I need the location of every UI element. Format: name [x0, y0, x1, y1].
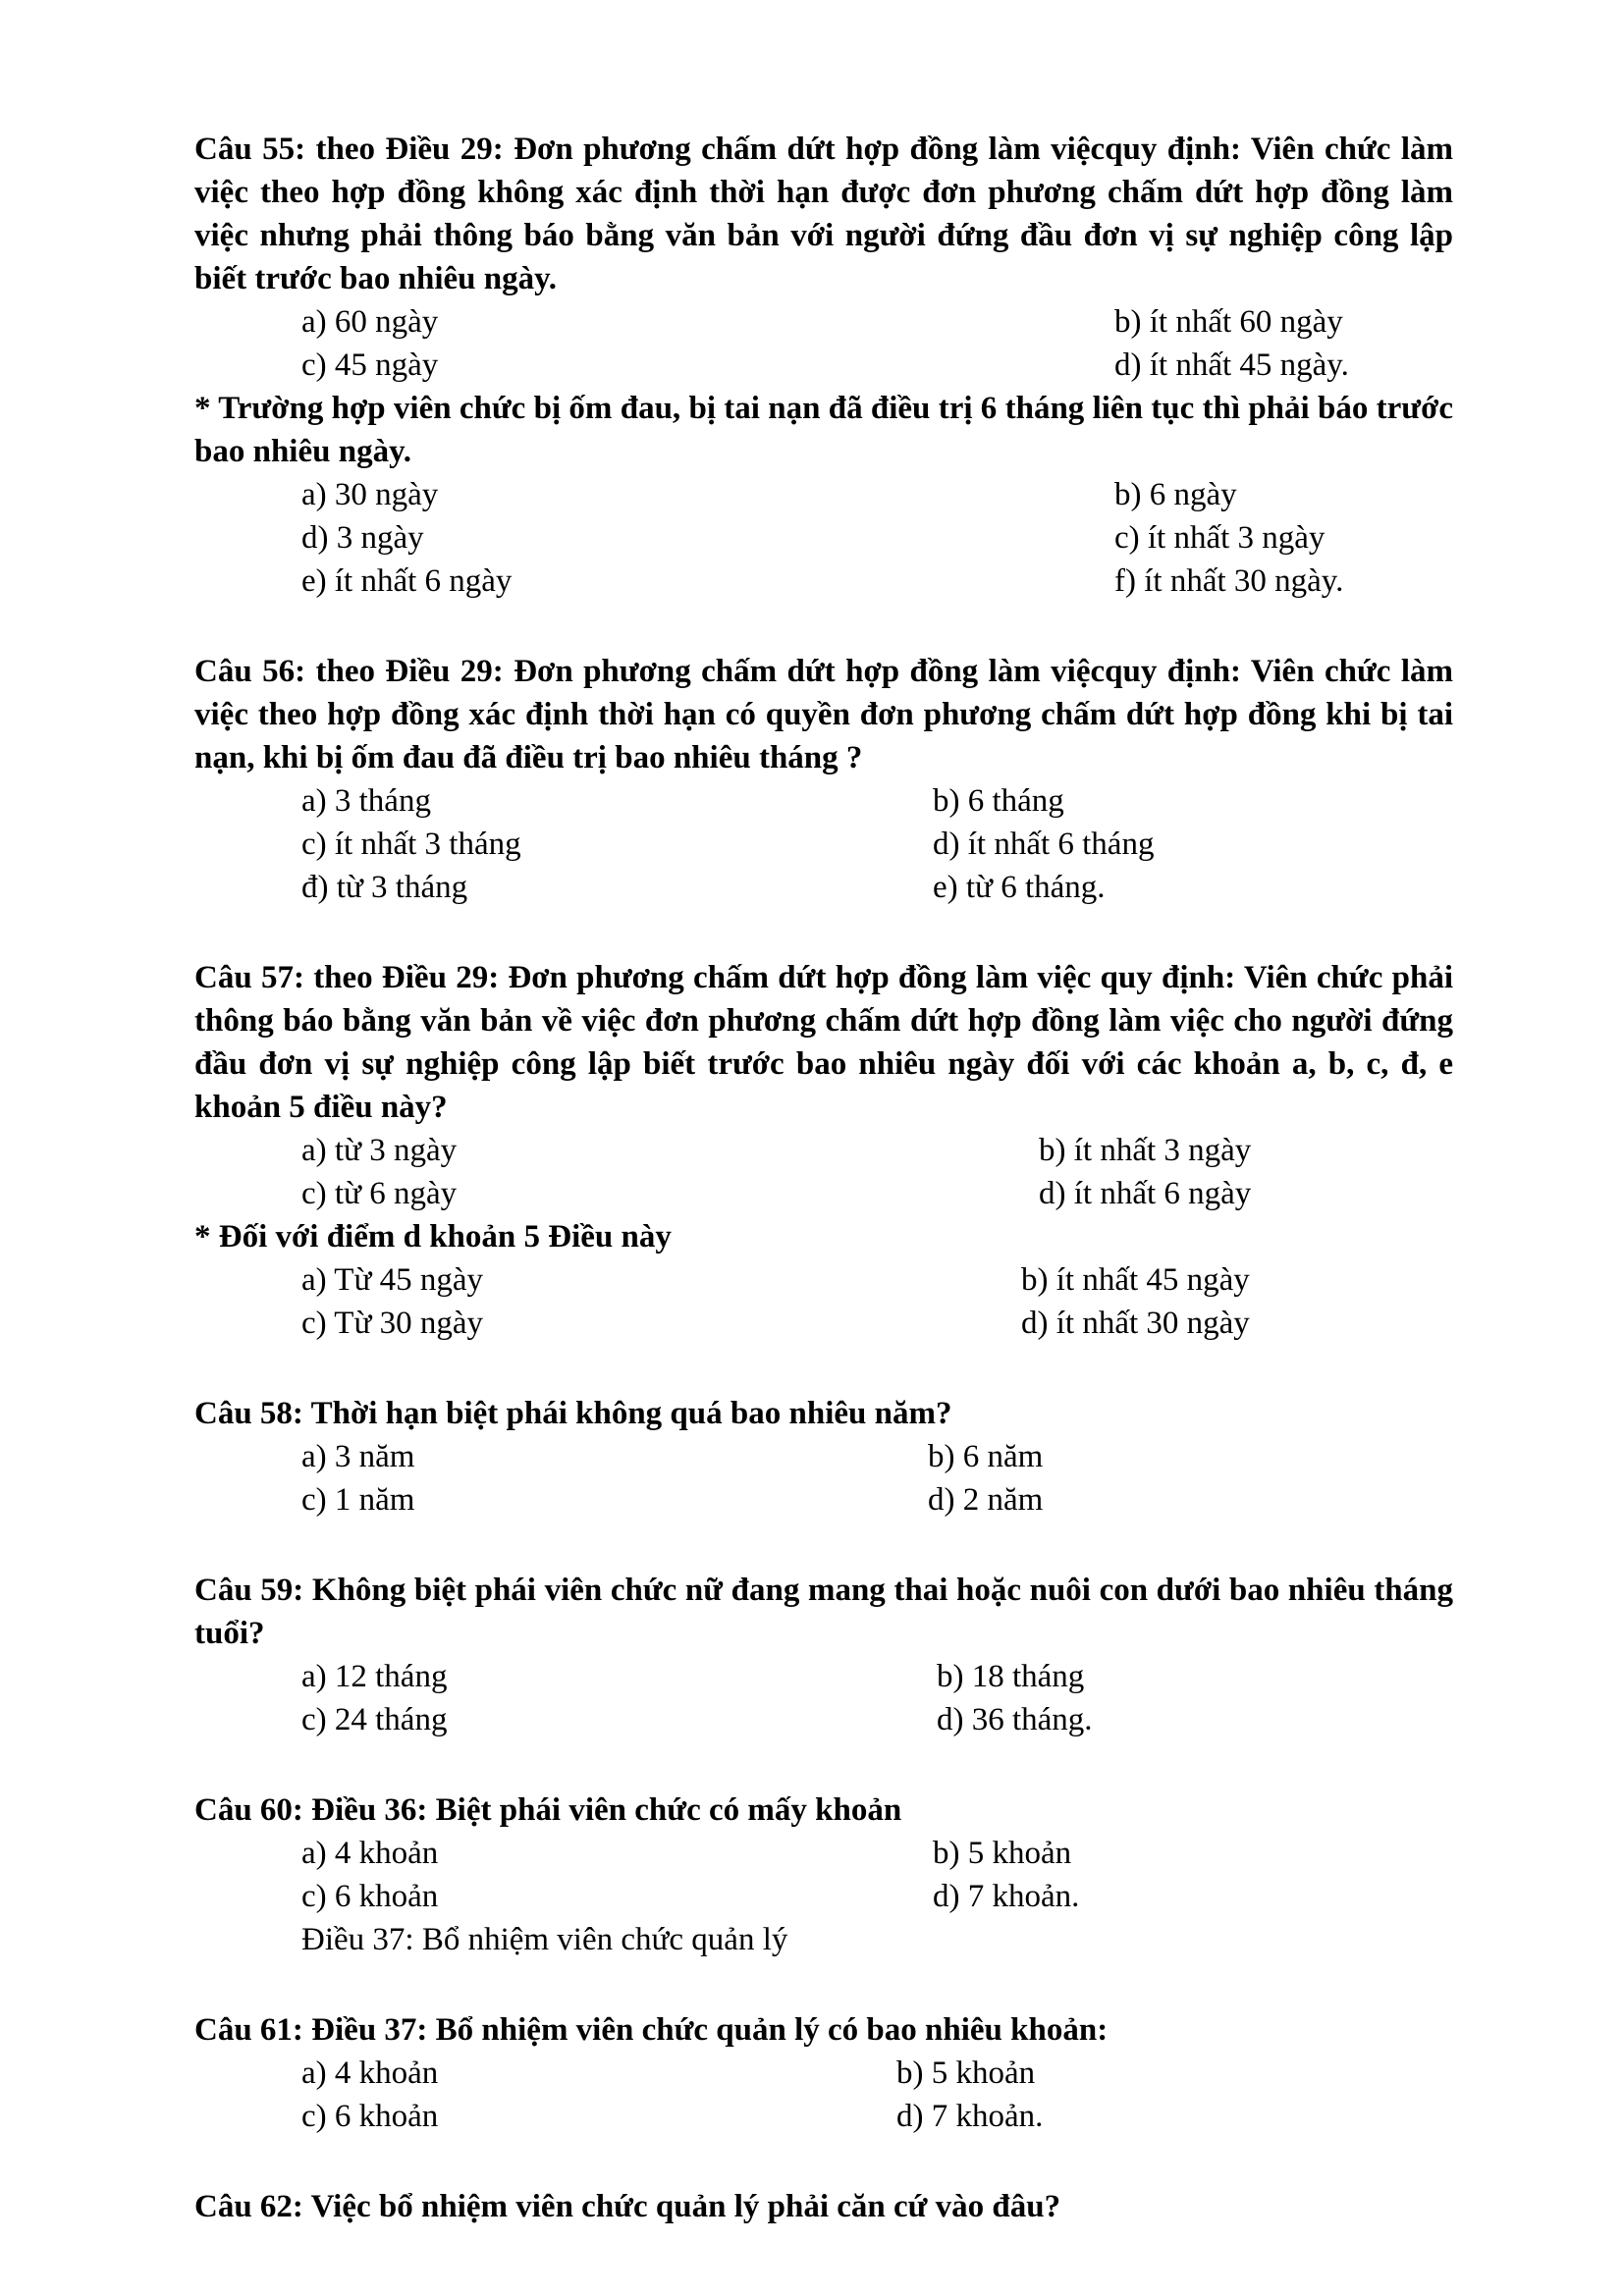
- question-58-options-row-2: [194, 1478, 1453, 1522]
- question-55-sub-title: * Trường hợp viên chức bị ốm đau, bị tai nạn đã điều trị 6 tháng liên tục thì phải báo trước bao nhiêu ngày.: [194, 391, 1453, 469]
- question-56-option-d: d) ít nhất 6 tháng: [933, 827, 1155, 862]
- question-62-title: Câu 62: Việc bổ nhiệm viên chức quản lý phải căn cứ vào đâu?: [194, 2189, 1061, 2224]
- question-58-option-b: b) 6 năm: [928, 1439, 1044, 1474]
- question-57-sub-option-a: a) Từ 45 ngày: [301, 1262, 483, 1298]
- question-56: [194, 650, 1453, 909]
- question-60-options-row-1: [194, 1832, 1453, 1875]
- question-55-sub-options-row-3: [194, 560, 1453, 603]
- question-57-options-row-1: [194, 1129, 1453, 1172]
- question-55-sub-option-e: e) ít nhất 6 ngày: [301, 563, 513, 599]
- document-content: [194, 128, 1453, 2228]
- question-57-option-d: d) ít nhất 6 ngày: [1039, 1176, 1252, 1211]
- question-55-option-d: d) ít nhất 45 ngày.: [1114, 347, 1349, 383]
- question-56-option-b: b) 6 tháng: [933, 783, 1064, 819]
- question-59-option-c: c) 24 tháng: [301, 1702, 448, 1737]
- question-56-options-row-3: [194, 866, 1453, 909]
- question-58-option-c: c) 1 năm: [301, 1482, 415, 1518]
- question-57-sub-option-b: b) ít nhất 45 ngày: [1021, 1262, 1250, 1298]
- question-58: [194, 1392, 1453, 1522]
- question-55-options-row-2: [194, 344, 1453, 387]
- question-59-options-row-1: [194, 1655, 1453, 1698]
- question-55-sub-option-d: d) 3 ngày: [301, 520, 424, 556]
- question-61-option-a: a) 4 khoản: [301, 2056, 439, 2091]
- question-55-sub-option-c: c) ít nhất 3 ngày: [1114, 520, 1325, 556]
- question-60-options-row-2: [194, 1875, 1453, 1918]
- question-62: [194, 2185, 1453, 2228]
- question-57-sub-options-row-2: [194, 1302, 1453, 1345]
- question-57-title: Câu 57: theo Điều 29: Đơn phương chấm dứt hợp đồng làm việc quy định: Viên chức phải thông báo bằng văn bản về việc đơn phương chấm dứt hợp đồng làm việc cho người đứng đầu đơn vị sự nghiệp công lập biết trước bao nhiêu ngày đối với các khoản a, b, c, đ, e khoản 5 điều này?: [194, 960, 1453, 1125]
- question-55-sub-option-b: b) 6 ngày: [1114, 477, 1237, 512]
- question-56-option-c: c) ít nhất 3 tháng: [301, 827, 521, 862]
- question-55-sub-option-a: a) 30 ngày: [301, 477, 439, 512]
- question-56-option-dd: đ) từ 3 tháng: [301, 870, 468, 905]
- question-59-option-b: b) 18 tháng: [937, 1659, 1085, 1694]
- question-55-sub: [194, 387, 1453, 603]
- question-60: [194, 1789, 1453, 1961]
- question-59-title: Câu 59: Không biệt phái viên chức nữ đang mang thai hoặc nuôi con dưới bao nhiêu tháng tuổi?: [194, 1573, 1453, 1651]
- question-61-option-c: c) 6 khoản: [301, 2099, 439, 2134]
- question-61-option-d: d) 7 khoản.: [896, 2099, 1044, 2134]
- question-60-option-a: a) 4 khoản: [301, 1836, 439, 1871]
- question-55-sub-options-row-1: [194, 473, 1453, 516]
- question-57: [194, 956, 1453, 1215]
- question-57-sub-option-c: c) Từ 30 ngày: [301, 1306, 483, 1341]
- question-57-options-row-2: [194, 1172, 1453, 1215]
- question-57-sub-title: * Đối với điểm d khoản 5 Điều này: [194, 1219, 672, 1255]
- question-56-options-row-2: [194, 823, 1453, 866]
- question-56-option-a: a) 3 tháng: [301, 783, 431, 819]
- question-56-options-row-1: [194, 779, 1453, 823]
- question-56-option-e: e) từ 6 tháng.: [933, 870, 1106, 905]
- question-61-option-b: b) 5 khoản: [896, 2056, 1036, 2091]
- question-55: [194, 128, 1453, 387]
- question-60-option-d: d) 7 khoản.: [933, 1879, 1080, 1914]
- question-58-option-a: a) 3 năm: [301, 1439, 415, 1474]
- question-60-note-dieu-37: Điều 37: Bổ nhiệm viên chức quản lý: [301, 1922, 788, 1957]
- question-59-option-d: d) 36 tháng.: [937, 1702, 1093, 1737]
- question-55-options-row-1: [194, 300, 1453, 344]
- question-61-title: Câu 61: Điều 37: Bổ nhiệm viên chức quản lý có bao nhiêu khoản:: [194, 2012, 1109, 2048]
- question-57-sub-option-d: d) ít nhất 30 ngày: [1021, 1306, 1250, 1341]
- question-57-option-b: b) ít nhất 3 ngày: [1039, 1133, 1252, 1168]
- question-58-option-d: d) 2 năm: [928, 1482, 1044, 1518]
- question-61: [194, 2008, 1453, 2138]
- question-60-option-b: b) 5 khoản: [933, 1836, 1072, 1871]
- question-57-sub-options-row-1: [194, 1258, 1453, 1302]
- question-61-options-row-1: [194, 2052, 1453, 2095]
- question-61-options-row-2: [194, 2095, 1453, 2138]
- question-59-options-row-2: [194, 1698, 1453, 1741]
- question-55-option-c: c) 45 ngày: [301, 347, 439, 383]
- question-55-sub-options-row-2: [194, 516, 1453, 560]
- question-55-option-b: b) ít nhất 60 ngày: [1114, 304, 1343, 340]
- question-57-option-a: a) từ 3 ngày: [301, 1133, 458, 1168]
- question-60-title: Câu 60: Điều 36: Biệt phái viên chức có mấy khoản: [194, 1792, 902, 1828]
- question-55-title: Câu 55: theo Điều 29: Đơn phương chấm dứt hợp đồng làm việcquy định: Viên chức làm việc theo hợp đồng không xác định thời hạn được đơn phương chấm dứt hợp đồng làm việc nhưng phải thông báo bằng văn bản với người đứng đầu đơn vị sự nghiệp công lập biết trước bao nhiêu ngày.: [194, 132, 1453, 296]
- question-55-option-a: a) 60 ngày: [301, 304, 439, 340]
- question-56-title: Câu 56: theo Điều 29: Đơn phương chấm dứt hợp đồng làm việcquy định: Viên chức làm việc theo hợp đồng xác định thời hạn có quyền đơn phương chấm dứt hợp đồng khi bị tai nạn, khi bị ốm đau đã điều trị bao nhiêu tháng ?: [194, 654, 1453, 775]
- question-60-option-c: c) 6 khoản: [301, 1879, 439, 1914]
- question-59-option-a: a) 12 tháng: [301, 1659, 448, 1694]
- question-58-options-row-1: [194, 1435, 1453, 1478]
- question-57-option-c: c) từ 6 ngày: [301, 1176, 458, 1211]
- question-59: [194, 1569, 1453, 1741]
- question-57-sub: [194, 1215, 1453, 1345]
- question-58-title: Câu 58: Thời hạn biệt phái không quá bao nhiêu năm?: [194, 1396, 952, 1431]
- question-55-sub-option-f: f) ít nhất 30 ngày.: [1114, 563, 1344, 599]
